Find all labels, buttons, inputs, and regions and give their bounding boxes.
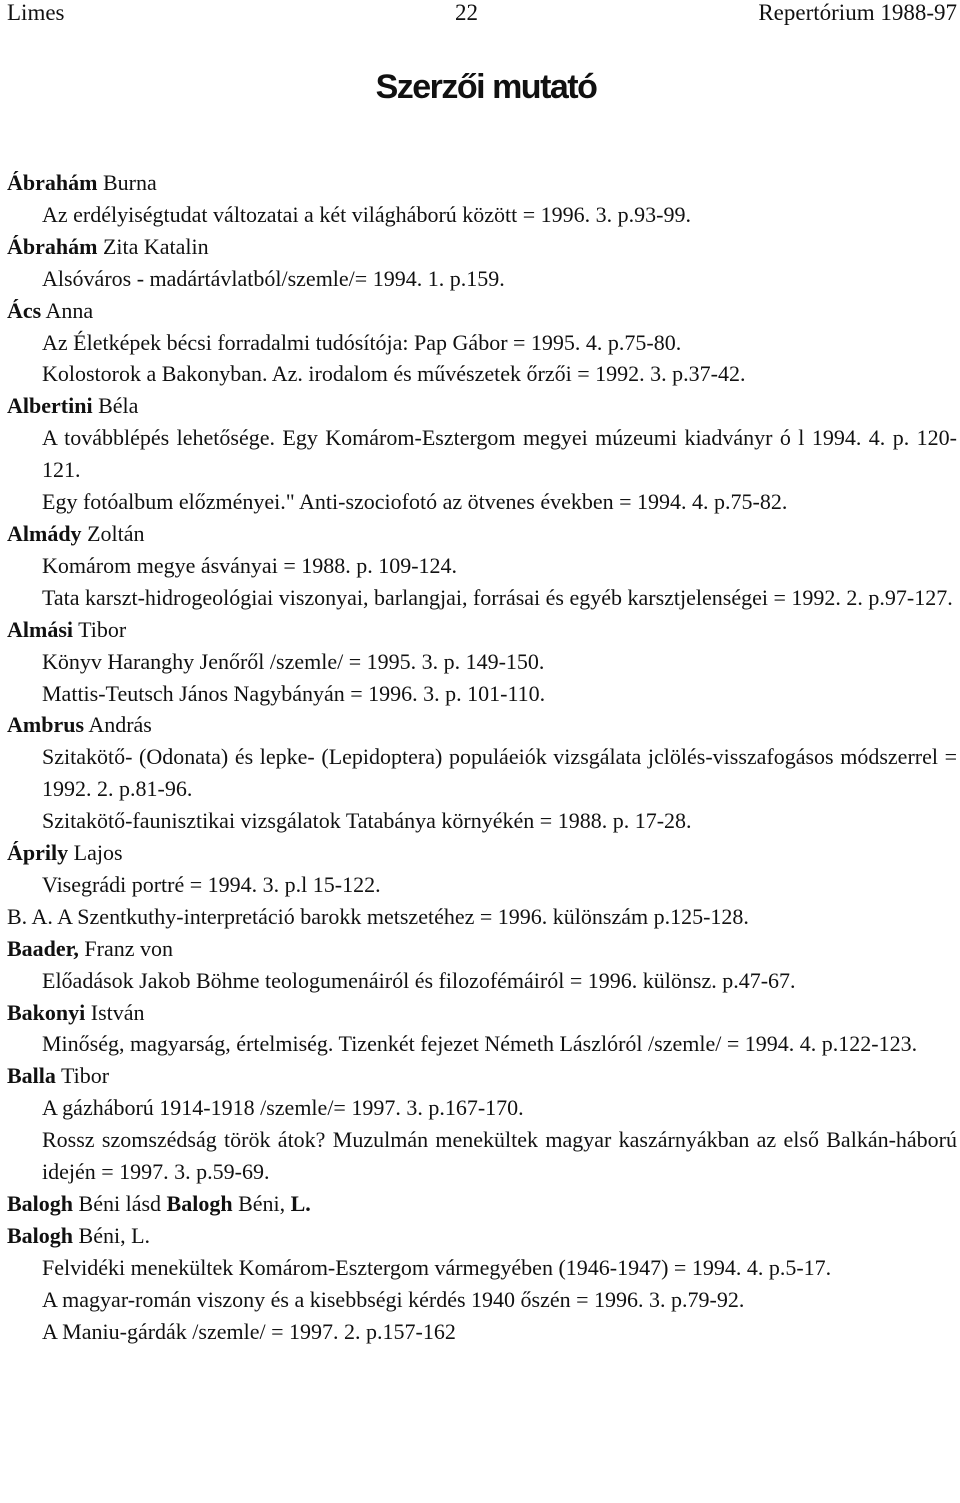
author-surname: Ábrahám <box>7 233 98 259</box>
index-entry: Egy fotóalbum előzményei." Anti-szociofotó az ötvenes években = 1994. 4. p.75-82. <box>42 489 788 515</box>
index-entry: Szitakötő- (Odonata) és lepke- (Lepidoptera) populáeiók vizsgálata jclölés-visszafogásos módszerrel = 1992. 2. p.81-96. <box>42 744 957 802</box>
section-name: Repertórium 1988-97 <box>758 0 957 25</box>
author-heading <box>7 614 957 646</box>
author-heading <box>7 1060 957 1092</box>
author-given: Béni, L. <box>78 1222 151 1248</box>
author-heading <box>7 390 957 422</box>
index-entry: Minőség, magyarság, értelmiség. Tizenkét fejezet Németh Lászlóról /szemle/ = 1994. 4. p.122-123. <box>42 1031 918 1057</box>
author-given: Franz von <box>84 935 174 961</box>
author-heading <box>7 518 957 550</box>
author-surname: Ambrus <box>7 712 85 738</box>
journal-name: Limes <box>7 0 65 25</box>
author-surname: Balogh <box>7 1222 74 1248</box>
reference-given: Béni, <box>238 1191 286 1216</box>
author-given: István <box>90 999 145 1025</box>
author-surname: Baader, <box>7 935 79 961</box>
author-heading <box>7 1220 957 1252</box>
page-number: 22 <box>455 0 478 25</box>
index-entry: A Maniu-gárdák /szemle/ = 1997. 2. p.157-162 <box>42 1318 456 1344</box>
author-heading <box>7 231 957 263</box>
author-surname: Bakonyi <box>7 999 86 1025</box>
index-entry: Rossz szomszédság török átok? Muzulmán menekültek magyar kaszárnyákban az első Balkán-háború idején = 1997. 3. p.59-69. <box>42 1127 957 1185</box>
index-entry: Az Életképek bécsi forradalmi tudósítója: Pap Gábor = 1995. 4. p.75-80. <box>42 329 682 355</box>
author-surname: Ábrahám <box>7 170 98 195</box>
index-entry: Felvidéki menekültek Komárom-Esztergom vármegyében (1946-1947) = 1994. 4. p.5-17. <box>42 1254 832 1280</box>
author-heading <box>7 901 957 933</box>
reference-initial: L. <box>290 1191 311 1216</box>
author-surname: Áprily <box>7 840 69 866</box>
author-given: Zoltán <box>87 520 145 546</box>
author-surname: Albertini <box>7 393 93 419</box>
index-entry: Könyv Haranghy Jenőről /szemle/ = 1995. 3. p. 149-150. <box>42 648 545 674</box>
index-entry: Tata karszt-hidrogeológiai viszonyai, barlangjai, forrásai és egyéb karsztjelenségei = 1992. 2. p.97-127. <box>42 584 953 610</box>
author-surname: Balogh <box>7 1191 74 1216</box>
index-entry: Szitakötő-faunisztikai vizsgálatok Tatabánya környékén = 1988. p. 17-28. <box>42 808 692 834</box>
author-given: Lajos <box>73 840 123 866</box>
index-entry: A gázháború 1914-1918 /szemle/= 1997. 3. p.167-170. <box>42 1095 524 1121</box>
author-given: Burna <box>102 170 157 195</box>
author-heading <box>7 295 957 327</box>
author-index <box>7 167 957 1348</box>
author-given: Zita Katalin <box>102 233 209 259</box>
author-given: Tibor <box>61 1063 110 1089</box>
running-header <box>0 0 960 28</box>
index-entry: Visegrádi portré = 1994. 3. p.l 15-122. <box>42 871 381 897</box>
index-entry: Alsóváros - madártávlatból/szemle/= 1994. 1. p.159. <box>42 265 505 291</box>
author-heading <box>7 997 957 1029</box>
page-title: Szerzői mutató <box>375 68 597 106</box>
index-entry: Kolostorok a Bakonyban. Az. irodalom és művészetek őrzői = 1992. 3. p.37-42. <box>42 361 746 387</box>
index-entry: Komárom megye ásványai = 1988. p. 109-124. <box>42 552 458 578</box>
index-entry: A továbblépés lehetősége. Egy Komárom-Esztergom megyei múzeumi kiadványr ó l 1994. 4. p. 120-121. <box>42 425 957 483</box>
index-entry: Mattis-Teutsch János Nagybányán = 1996. 3. p. 101-110. <box>42 680 546 706</box>
index-entry: Az erdélyiségtudat változatai a két világháború között = 1996. 3. p.93-99. <box>42 201 691 227</box>
author-heading <box>7 1188 957 1220</box>
author-surname: Balla <box>7 1063 56 1089</box>
author-heading <box>7 709 957 741</box>
index-entry: Előadások Jakob Böhme teologumenáiról és filozofémáiról = 1996. különsz. p.47-67. <box>42 967 796 993</box>
author-heading <box>7 167 957 199</box>
author-given: Béla <box>98 393 139 419</box>
author-surname: Almási <box>7 616 73 642</box>
author-given: B. A. A Szentkuthy-interpretáció barokk metszetéhez = 1996. különszám p.125-128. <box>7 903 749 929</box>
author-given: Tibor <box>78 616 127 642</box>
author-given: Béni lásd <box>78 1191 162 1216</box>
author-heading <box>7 933 957 965</box>
author-surname: Almády <box>7 520 82 546</box>
reference-surname: Balogh <box>166 1191 233 1216</box>
index-entry: A magyar-román viszony és a kisebbségi kérdés 1940 őszén = 1996. 3. p.79-92. <box>42 1286 745 1312</box>
author-heading <box>7 837 957 869</box>
author-surname: Ács <box>7 297 42 323</box>
author-given: Anna <box>45 297 94 323</box>
author-given: András <box>88 712 152 738</box>
